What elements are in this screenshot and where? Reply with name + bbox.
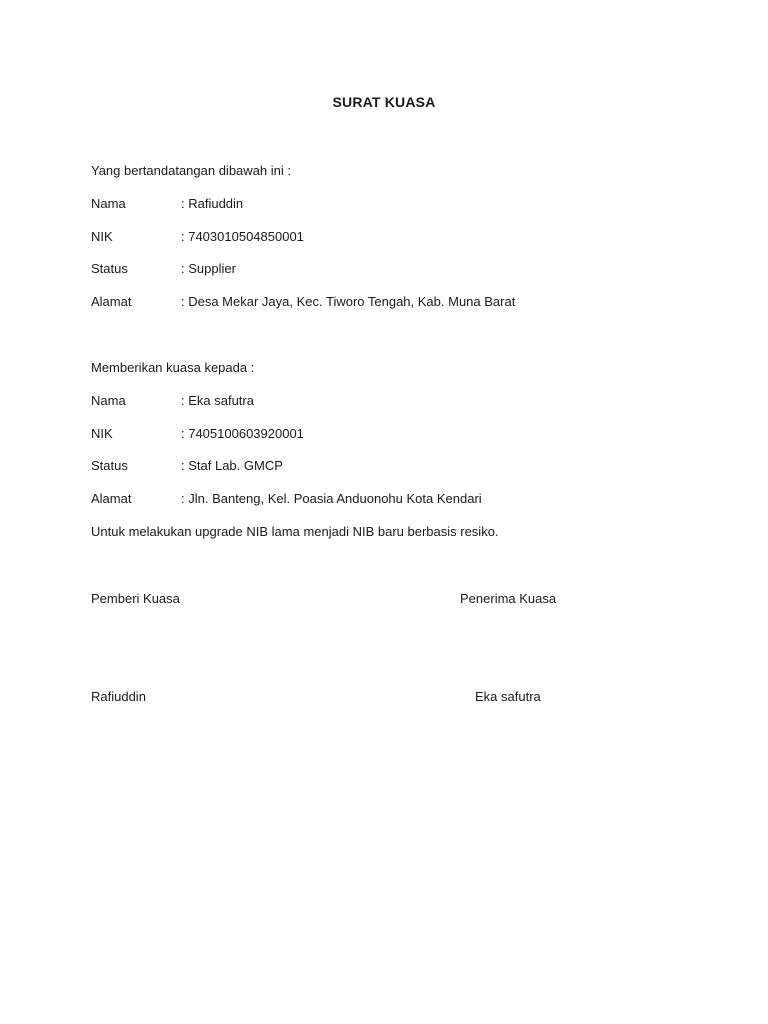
grantee-intro: Memberikan kuasa kepada : [91, 360, 255, 375]
grantee-signature-name: Eka safutra [475, 689, 541, 704]
grantee-alamat-value: : Jln. Banteng, Kel. Poasia Anduonohu Kota Kendari [181, 491, 482, 506]
grantor-alamat-label: Alamat [91, 294, 132, 309]
grantee-nama-label: Nama [91, 393, 126, 408]
grantee-nama-value: : Eka safutra [181, 393, 254, 408]
grantee-status-value: : Staf Lab. GMCP [181, 458, 283, 473]
grantee-signature-heading: Penerima Kuasa [460, 591, 557, 606]
grantee-alamat-label: Alamat [91, 491, 132, 506]
document-title: SURAT KUASA [332, 94, 436, 110]
grantor-nama-label: Nama [91, 196, 126, 211]
grantor-nik-label: NIK [91, 229, 113, 244]
grantor-signature-name: Rafiuddin [91, 689, 146, 704]
grantor-intro: Yang bertandatangan dibawah ini : [91, 163, 291, 178]
grantor-status-label: Status [91, 261, 128, 276]
grantor-signature-heading: Pemberi Kuasa [91, 591, 180, 606]
grantor-nik-value: : 7403010504850001 [181, 229, 304, 244]
grantee-nik-value: : 7405100603920001 [181, 426, 304, 441]
grantor-status-value: : Supplier [181, 261, 236, 276]
grantee-status-label: Status [91, 458, 128, 473]
purpose-text: Untuk melakukan upgrade NIB lama menjadi NIB baru berbasis resiko. [91, 524, 499, 539]
grantor-nama-value: : Rafiuddin [181, 196, 244, 211]
grantor-alamat-value: : Desa Mekar Jaya, Kec. Tiworo Tengah, Kab. Muna Barat [181, 294, 516, 309]
grantee-nik-label: NIK [91, 426, 113, 441]
